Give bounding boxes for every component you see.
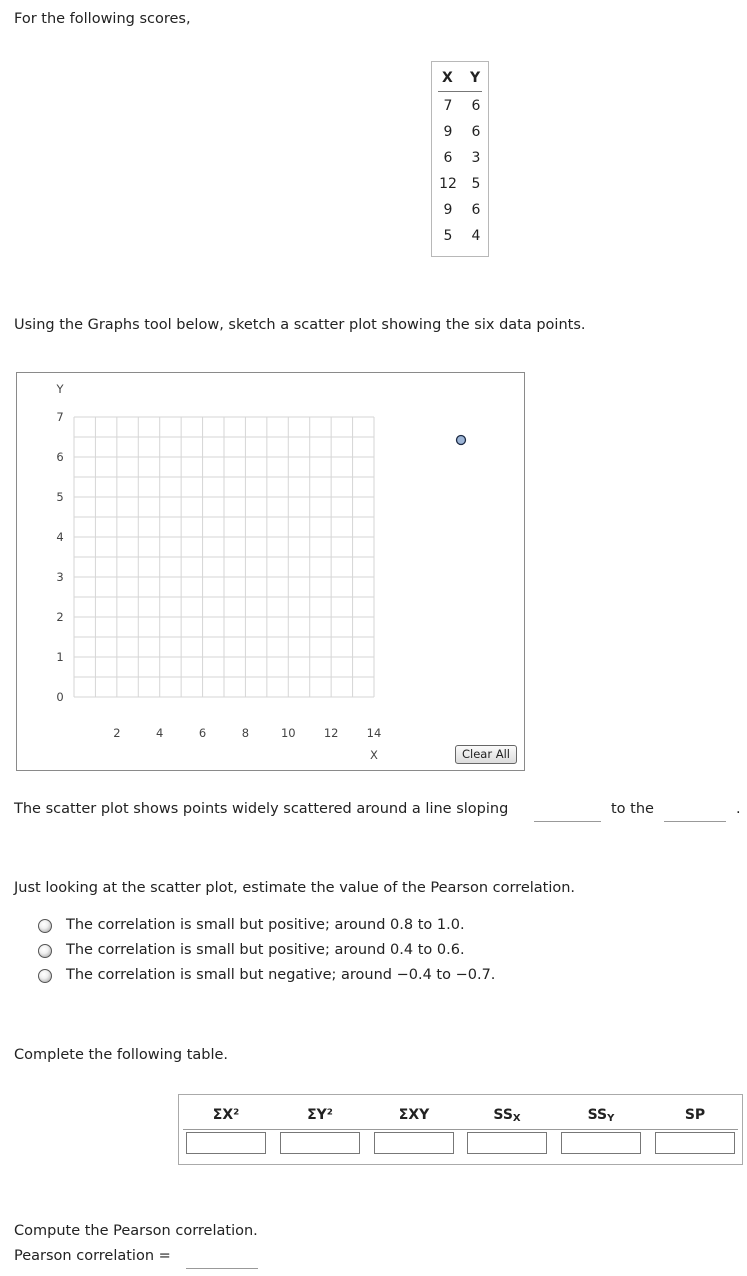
score-cell-y: 6	[471, 124, 481, 140]
slope-direction-blank[interactable]	[534, 803, 601, 822]
stats-header-ss-x: $SS_X$	[493, 1107, 521, 1124]
x-tick-label: 2	[113, 726, 121, 740]
x-tick-label: 4	[156, 726, 164, 740]
x-axis-label: X	[370, 748, 378, 762]
scatter-plot-tool[interactable]	[16, 372, 525, 771]
correlation-option-label: The correlation is small but negative; around −0.4 to −0.7.	[66, 967, 496, 983]
ss-y-input[interactable]	[561, 1132, 641, 1154]
score-cell-x: 7	[443, 98, 453, 114]
y-tick-label: 1	[56, 650, 64, 664]
score-cell-y: 6	[471, 202, 481, 218]
y-tick-label: 6	[56, 450, 64, 464]
y-axis-label: Y	[56, 382, 64, 396]
radio-button[interactable]	[38, 944, 52, 958]
pearson-answer-blank[interactable]	[186, 1250, 258, 1269]
score-table-header-x: X	[442, 70, 453, 86]
stats-header-ss-y: $SS_Y$	[587, 1107, 615, 1124]
compute-prompt: Compute the Pearson correlation.	[14, 1223, 258, 1239]
score-cell-y: 4	[471, 228, 481, 244]
radio-button[interactable]	[38, 969, 52, 983]
ss-x-input[interactable]	[467, 1132, 547, 1154]
score-table	[431, 61, 489, 257]
stats-header-sum-y2: ΣY²	[307, 1107, 333, 1123]
sp-input[interactable]	[655, 1132, 735, 1154]
sum-xy-input[interactable]	[374, 1132, 454, 1154]
clear-all-button[interactable]: Clear All	[455, 745, 517, 764]
graph-instruction: Using the Graphs tool below, sketch a scatter plot showing the six data points.	[14, 317, 586, 333]
y-tick-label: 4	[56, 530, 64, 544]
scatter-plot-canvas[interactable]	[17, 373, 524, 770]
score-table-divider	[438, 91, 482, 92]
x-tick-label: 6	[198, 726, 207, 740]
score-cell-x: 5	[443, 228, 453, 244]
y-tick-label: 0	[56, 690, 64, 704]
radio-button[interactable]	[38, 919, 52, 933]
score-cell-x: 12	[439, 176, 457, 192]
stats-header-sp: SP	[684, 1107, 706, 1123]
pearson-label: Pearson correlation =	[14, 1248, 171, 1264]
y-tick-label: 7	[56, 410, 64, 424]
y-tick-label: 3	[56, 570, 64, 584]
correlation-option-label: The correlation is small but positive; around 0.4 to 0.6.	[66, 942, 465, 958]
x-tick-label: 8	[241, 726, 250, 740]
score-cell-y: 6	[471, 98, 481, 114]
score-table-header-y: Y	[470, 70, 481, 86]
intro-text: For the following scores,	[14, 11, 191, 27]
score-cell-x: 9	[443, 202, 453, 218]
sum-y2-input[interactable]	[280, 1132, 360, 1154]
slope-sentence-part2: to the	[611, 801, 654, 817]
correlation-option-label: The correlation is small but positive; around 0.8 to 1.0.	[66, 917, 465, 933]
x-tick-label: 14	[366, 726, 382, 740]
stats-header-sum-x2: ΣX²	[212, 1107, 240, 1123]
y-tick-label: 2	[56, 610, 64, 624]
y-tick-label: 5	[56, 490, 64, 504]
stats-header-sum-xy: ΣXY	[398, 1107, 430, 1123]
stats-table-divider	[183, 1129, 738, 1130]
score-cell-x: 9	[443, 124, 453, 140]
point-tool-icon[interactable]	[457, 436, 466, 445]
table-instruction: Complete the following table.	[14, 1047, 229, 1063]
slope-side-blank[interactable]	[664, 803, 726, 822]
sum-x2-input[interactable]	[186, 1132, 266, 1154]
slope-sentence-part1: The scatter plot shows points widely scattered around a line sloping	[14, 801, 509, 817]
score-cell-x: 6	[443, 150, 453, 166]
x-tick-label: 10	[280, 726, 296, 740]
x-tick-label: 12	[323, 726, 339, 740]
slope-sentence-end: .	[736, 801, 741, 817]
score-cell-y: 3	[471, 150, 481, 166]
score-cell-y: 5	[471, 176, 481, 192]
correlation-prompt: Just looking at the scatter plot, estimate the value of the Pearson correlation.	[14, 880, 576, 896]
stats-table	[178, 1094, 743, 1165]
